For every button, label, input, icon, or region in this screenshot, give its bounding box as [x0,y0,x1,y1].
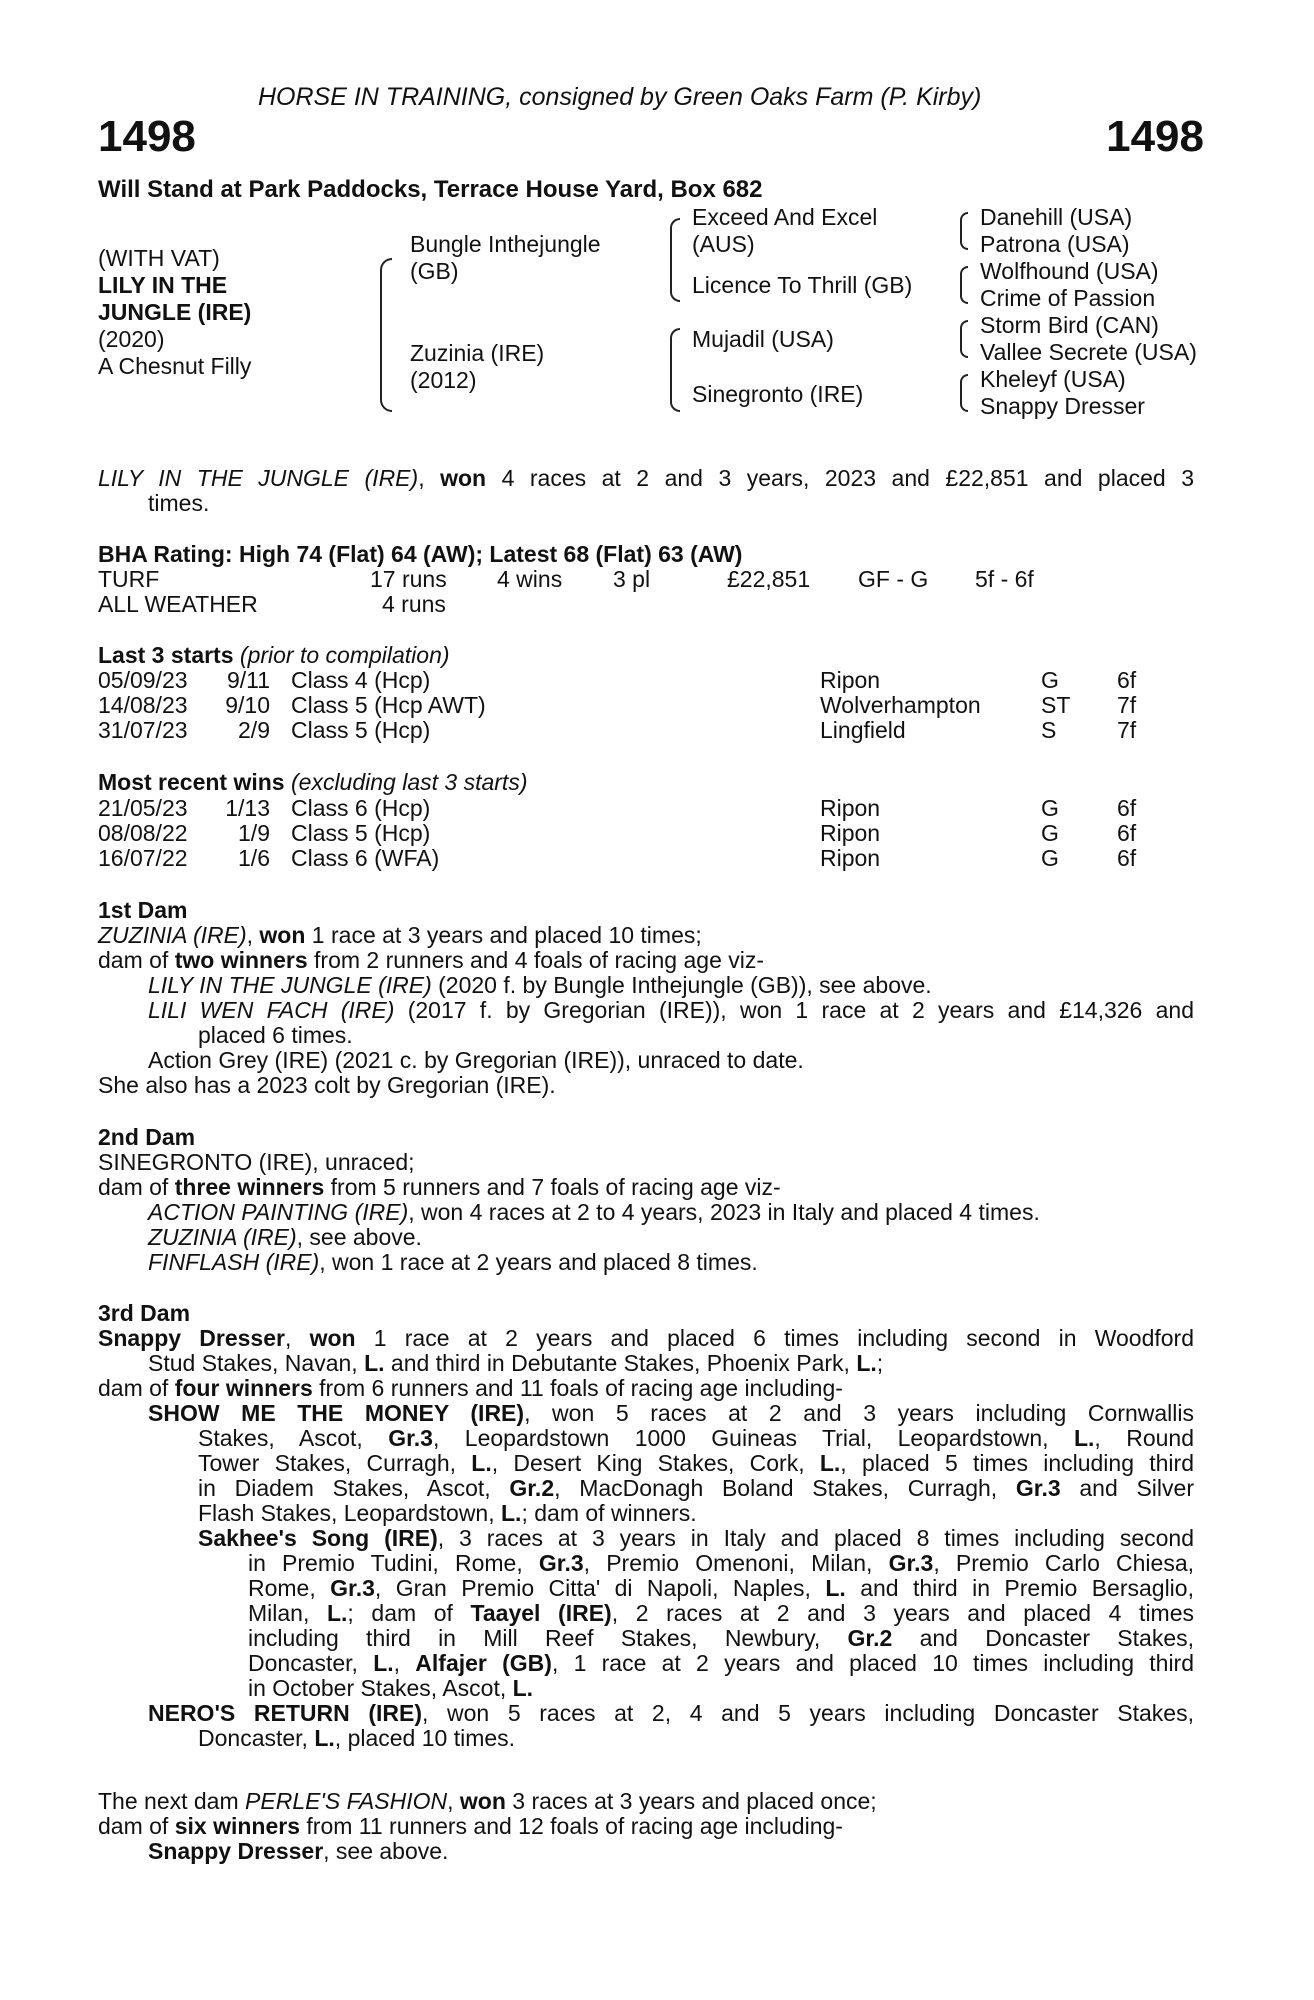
horse-name-line1: LILY IN THE [98,272,228,298]
pedigree-brace-main [380,258,392,412]
text: Tower Stakes, Curragh, [198,1450,472,1476]
first-dam-section [98,898,1194,1098]
summary-text: 4 races at 2 and 3 years, 2023 and £22,851 and placed 3 [501,465,1194,491]
date-cell: 14/08/23 [98,692,188,718]
progeny-record: (2020 f. by Bungle Inthejungle (GB)), see above. [431,972,932,998]
text: , Leopardstown 1000 Guineas Trial, Leopardstown, [432,1425,1074,1451]
date-cell: 31/07/23 [98,717,188,743]
aw-runs: 4 runs [382,591,446,617]
last3-title: Last 3 starts [98,642,234,668]
text: from 5 runners and 7 foals of racing age viz- [324,1174,781,1200]
last3-heading [98,643,450,668]
sire-sire-line2: (AUS) [692,231,755,257]
class-cell: Class 4 (Hcp) [291,667,431,693]
text: dam of [98,947,175,973]
distance-cell: 7f [1117,717,1137,743]
dam-line1: Zuzinia (IRE) [410,340,545,366]
group-badge: Gr.2 [847,1625,893,1651]
text: from 11 runners and 12 foals of racing age including- [300,1813,843,1839]
progeny-name: Snappy Dresser [148,1838,324,1864]
sire-line2: (GB) [410,258,459,284]
progeny-name: Alfajer (GB) [415,1650,552,1676]
going-cell: G [1041,667,1059,693]
text: dam of [98,1375,175,1401]
progeny-record: , won 4 races at 2 to 4 years, 2023 in Italy and placed 4 times. [408,1199,1040,1225]
text: in Premio Tudini, Rome, [248,1550,539,1576]
group-badge: Gr.3 [888,1550,934,1576]
winners-count: three winners [174,1174,325,1200]
position-cell: 9/10 [225,692,270,718]
text: ; dam of [347,1600,471,1626]
summary-text-cont: times. [148,490,210,516]
text: from 2 runners and 4 foals of racing age viz- [307,947,765,973]
second-dam-section [98,1125,1194,1275]
text: and Silver [1060,1475,1194,1501]
date-cell: 08/08/22 [98,820,188,846]
progeny-record: , won 5 races at 2, 4 and 5 years including Doncaster Stakes, [422,1700,1194,1726]
position-cell: 9/11 [226,667,270,693]
dam-record: SINEGRONTO (IRE), unraced; [98,1149,415,1175]
progeny-record: (2017 f. by Gregorian (IRE)), won 1 race at 2 years and £14,326 and [394,997,1194,1023]
listed-badge: L. [501,1500,522,1526]
lot-number-left: 1498 [98,112,196,161]
winners-count: two winners [174,947,308,973]
text: dam of [98,1813,175,1839]
dam-dam: Sinegronto (IRE) [692,381,864,407]
group-badge: Gr.3 [330,1575,375,1601]
listed-badge: L. [326,1600,348,1626]
horse-year: (2020) [98,326,165,352]
going-cell: G [1041,820,1059,846]
listed-badge: L. [819,1450,841,1476]
class-cell: Class 6 (WFA) [291,845,440,871]
text: , Premio Omenoni, Milan, [583,1550,889,1576]
position-cell: 1/13 [225,795,270,821]
bha-rating-heading: BHA Rating: High 74 (Flat) 64 (AW); Latest 68 (Flat) 63 (AW) [98,541,743,567]
grandparent-4: Crime of Passion [980,285,1156,311]
progeny-record: , see above. [296,1224,422,1250]
course-cell: Ripon [820,667,881,693]
progeny-name: SHOW ME THE MONEY (IRE) [148,1400,525,1426]
dam-sire: Mujadil (USA) [692,326,834,352]
listed-badge: L. [471,1450,492,1476]
turf-going: GF - G [858,566,929,592]
won-word: won [259,922,306,948]
position-cell: 1/9 [238,820,270,846]
text: from 6 runners and 11 foals of racing age including- [312,1375,843,1401]
group-badge: Gr.3 [1015,1475,1061,1501]
listed-badge: L. [856,1350,877,1376]
going-cell: S [1041,717,1057,743]
dam-record: 1 race at 3 years and placed 10 times; [305,922,702,948]
class-cell: Class 5 (Hcp AWT) [291,692,486,718]
text: dam of [98,1174,175,1200]
aw-record-row [0,592,1314,617]
text: including third in Mill Reef Stakes, Newbury, [248,1625,848,1651]
group-badge: Gr.2 [509,1475,555,1501]
turf-placed: 3 pl [613,566,651,592]
pedigree-brace-g78 [960,374,968,412]
horse-description: A Chesnut Filly [98,353,252,379]
pedigree-brace-g12 [960,212,968,250]
text: , [393,1650,416,1676]
text: , placed 10 times. [334,1725,516,1751]
text: , Round [1094,1425,1194,1451]
position-cell: 1/6 [238,845,270,871]
text: Stud Stakes, Navan, [148,1350,365,1376]
course-cell: Ripon [820,845,881,871]
table-row [0,796,1314,821]
table-row [0,821,1314,846]
distance-cell: 7f [1117,692,1137,718]
listed-badge: L. [1073,1425,1095,1451]
text: , [447,1788,460,1814]
text: and third in Premio Bersaglio, [845,1575,1194,1601]
won-word: won [459,1788,506,1814]
separator: , [284,1325,310,1351]
grandparent-8: Snappy Dresser [980,393,1145,419]
summary-won: won [440,465,487,491]
class-cell: Class 5 (Hcp) [291,820,431,846]
sire-line1: Bungle Inthejungle [410,231,601,257]
text: Milan, [248,1600,327,1626]
text: , placed 5 times including third [840,1450,1194,1476]
progeny-name: FINFLASH (IRE) [148,1249,320,1275]
dam-record: 1 race at 2 years and placed 6 times including second in Woodford [355,1325,1195,1351]
summary-horse-name: LILY IN THE JUNGLE (IRE) [98,465,419,491]
text: and third in Debutante Stakes, Phoenix Park, [384,1350,857,1376]
text: ; [876,1350,884,1376]
separator: , [246,922,260,948]
position-cell: 2/9 [238,717,270,743]
text: , Desert King Stakes, Cork, [491,1450,820,1476]
text: , Gran Premio Citta' di Napoli, Naples, [374,1575,826,1601]
turf-runs: 17 runs [370,566,447,592]
progeny-name: Sakhee's Song (IRE) [198,1525,438,1551]
distance-cell: 6f [1117,667,1137,693]
last3-note: (prior to compilation) [239,642,450,668]
group-badge: Gr.3 [388,1425,433,1451]
pedigree-brace-sire [670,218,680,302]
sire-sire-line1: Exceed And Excel [692,204,878,230]
table-row [0,693,1314,718]
progeny-record: , 3 races at 3 years in Italy and placed 8 times including second [437,1525,1195,1551]
vat-note: (WITH VAT) [98,245,220,271]
pedigree-brace-dam [670,328,680,412]
distance-cell: 6f [1117,820,1137,846]
progeny-name: Taayel (IRE) [470,1600,612,1626]
progeny-record: , won 5 races at 2 and 3 years including Cornwallis [524,1400,1194,1426]
text: and Doncaster Stakes, [892,1625,1195,1651]
text: , Premio Carlo Chiesa, [933,1550,1195,1576]
grandparent-6: Vallee Secrete (USA) [980,339,1197,365]
turf-label: TURF [98,566,160,592]
dam-name: Snappy Dresser [98,1325,285,1351]
table-row [0,846,1314,871]
progeny-name: ACTION PAINTING (IRE) [148,1199,409,1225]
next-dam-section [98,1789,1194,1864]
text: Rome, [248,1575,331,1601]
grandparent-1: Danehill (USA) [980,204,1133,230]
pedigree-brace-g34 [960,266,968,304]
stand-location: Will Stand at Park Paddocks, Terrace House Yard, Box 682 [98,176,763,203]
sire-dam: Licence To Thrill (GB) [692,272,913,298]
recent-wins-title: Most recent wins [98,769,285,795]
progeny-record: , see above. [323,1838,449,1864]
recent-wins-heading [98,770,527,795]
race-summary: LILY IN THE JUNGLE (IRE), won 4 races at 2 and 3 years, 2023 and £22,851 and placed 3 times. [98,465,1194,516]
text: , MacDonagh Boland Stakes, Curragh, [554,1475,1016,1501]
consignor-line: HORSE IN TRAINING, consigned by Green Oaks Farm (P. Kirby) [258,83,982,111]
going-cell: ST [1041,692,1071,718]
text: The next dam [98,1788,246,1814]
table-row [0,718,1314,743]
first-dam-heading: 1st Dam [98,897,188,923]
distance-cell: 6f [1117,845,1137,871]
progeny-name: LILY IN THE JUNGLE (IRE) [148,972,432,998]
text: ; dam of winners. [521,1500,697,1526]
progeny-record: Action Grey (IRE) (2021 c. by Gregorian (IRE)), unraced to date. [148,1047,804,1073]
date-cell: 21/05/23 [98,795,188,821]
progeny-name: LILI WEN FACH (IRE) [148,997,395,1023]
dam-name: ZUZINIA (IRE) [98,922,247,948]
listed-badge: L. [314,1725,335,1751]
turf-record-row [0,567,1314,592]
text: Flash Stakes, Leopardstown, [198,1500,501,1526]
grandparent-3: Wolfhound (USA) [980,258,1159,284]
text: , 2 races at 2 and 3 years and placed 4 times [611,1600,1195,1626]
dam-line2: (2012) [410,367,477,393]
second-dam-heading: 2nd Dam [98,1124,196,1150]
winners-count: four winners [174,1375,313,1401]
pedigree-brace-g56 [960,320,968,358]
third-dam-section [98,1301,1194,1751]
listed-badge: L. [825,1575,846,1601]
text: , 1 race at 2 years and placed 10 times including third [551,1650,1195,1676]
text: in October Stakes, Ascot, [248,1675,513,1701]
turf-distance: 5f - 6f [975,566,1034,592]
table-row [0,668,1314,693]
course-cell: Ripon [820,795,881,821]
text: Stakes, Ascot, [198,1425,389,1451]
text: in Diadem Stakes, Ascot, [198,1475,510,1501]
turf-earnings: £22,851 [727,566,811,592]
won-word: won [309,1325,356,1351]
dam-record: 3 races at 3 years and placed once; [505,1788,877,1814]
course-cell: Lingfield [820,717,906,743]
listed-badge: L. [364,1350,385,1376]
class-cell: Class 5 (Hcp) [291,717,431,743]
listed-badge: L. [373,1650,394,1676]
text: Doncaster, [198,1725,315,1751]
turf-wins: 4 wins [497,566,563,592]
text: Doncaster, [248,1650,374,1676]
group-badge: Gr.3 [538,1550,584,1576]
lot-number-right: 1498 [1106,112,1204,161]
course-cell: Wolverhampton [820,692,981,718]
winners-count: six winners [174,1813,300,1839]
grandparent-7: Kheleyf (USA) [980,366,1126,392]
horse-name-line2: JUNGLE (IRE) [98,299,252,325]
progeny-record-cont: placed 6 times. [198,1022,353,1048]
progeny-name: ZUZINIA (IRE) [148,1224,297,1250]
dam-name: PERLE'S FASHION [245,1788,448,1814]
grandparent-5: Storm Bird (CAN) [980,312,1159,338]
date-cell: 16/07/22 [98,845,188,871]
grandparent-2: Patrona (USA) [980,231,1130,257]
progeny-name: NERO'S RETURN (IRE) [148,1700,422,1726]
class-cell: Class 6 (Hcp) [291,795,431,821]
going-cell: G [1041,845,1059,871]
date-cell: 05/09/23 [98,667,188,693]
aw-label: ALL WEATHER [98,591,258,617]
progeny-record: , won 1 race at 2 years and placed 8 times. [319,1249,758,1275]
distance-cell: 6f [1117,795,1137,821]
listed-badge: L. [512,1675,534,1701]
third-dam-heading: 3rd Dam [98,1300,191,1326]
recent-wins-note: (excluding last 3 starts) [291,769,528,795]
dam-note: She also has a 2023 colt by Gregorian (IRE). [98,1072,556,1098]
going-cell: G [1041,795,1059,821]
course-cell: Ripon [820,820,881,846]
